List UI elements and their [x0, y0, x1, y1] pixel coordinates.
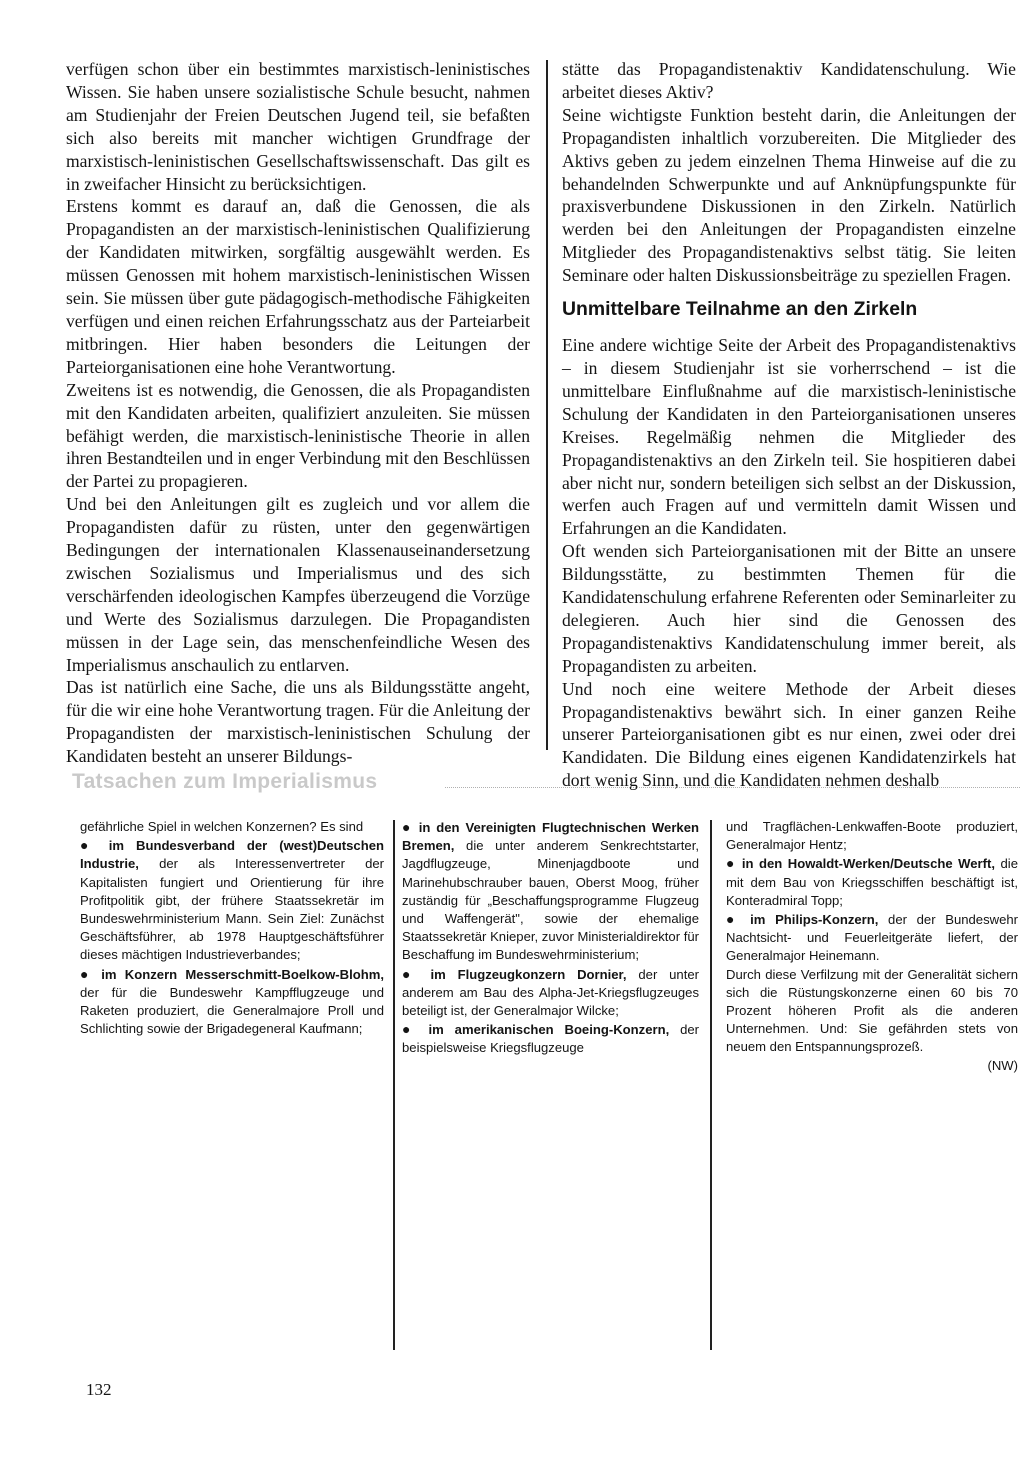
section-heading: Unmittelbare Teilnahme an den Zirkeln [562, 298, 918, 321]
bullet-bold: im Konzern Messerschmitt-Boelkow-Blohm, [101, 966, 385, 982]
box-column-divider [710, 820, 712, 1350]
bullet-text: der für die Bundeswehr Kampfflugzeuge und Raketen produziert, die Generalmajore Proll und Schlichting sowie der Brigadegeneral Kaufmann; [80, 984, 384, 1037]
paragraph: Das ist natürlich eine Sache, die uns als Bildungsstätte angeht, für die wir eine hohe Verantwortung tragen. Für die Anleitung der Propagandisten der marxistisch-leninistischen Schulung der Kandidaten besteht an unserer Bildungs- [66, 677, 530, 767]
box-column-3 [726, 818, 1018, 1075]
box-bullet-item [80, 965, 384, 1039]
box-bullet-item [80, 836, 384, 964]
paragraph: Zweitens ist es notwendig, die Genossen, die als Propagandisten mit den Kandidaten arbeiten, qualifiziert anzuleiten. Sie müssen befähigt werden, die marxistisch-leninistische Theorie in allen ihren Bestandteilen und in enger Verbindung mit den Beschlüssen der Partei zu propagieren. [66, 379, 530, 492]
article-column-right [562, 58, 1016, 792]
page-number: 132 [86, 1380, 112, 1399]
bullet-bold: in den Howaldt-Werken/Deutsche Werft, [741, 856, 996, 872]
bullet-icon: ● [80, 965, 94, 982]
paragraph: Oft wenden sich Parteiorganisationen mit der Bitte an unsere Bildungsstätte, zu bestimmten Themen für die Kandidatenschulung erfahrene Referenten oder Seminarleiter zu delegieren. Auch hier sind die Genossen des Propagandistenaktivs Kandidatenschulung immer bereit, als Propagandisten zu arbeiten. [562, 541, 1016, 676]
bullet-bold: in den Vereinigten Flugtechnischen Werken Bremen, [402, 820, 699, 854]
bullet-icon: ● [402, 819, 413, 835]
bullet-icon: ● [80, 837, 97, 854]
box-column-1 [80, 818, 384, 1038]
bullet-icon: ● [402, 965, 419, 982]
box-column-2 [402, 818, 699, 1058]
bullet-icon: ● [402, 1021, 418, 1038]
box-bullet-item [402, 818, 699, 965]
bullet-bold: im amerikanischen Boeing-Konzern, [428, 1022, 670, 1038]
bullet-text: der als Interessenvertreter der Kapitalisten fungiert und Orientierung für ihre Profitpolitik gibt, der frühere Staatssekretär im Bundeswehrministerium Mann. Sein Ziel: Zunächst Geschäftsführer, ab 1978 Hauptgeschäftsführer dieses mächtigen Industrieverbandes; [80, 856, 384, 963]
box-closing: Durch diese Verfilzung mit der Generalität sichern sich die Rüstungskonzerne einen 60 bis 70 Prozent höheren Profit als die anderen Unternehmen. Und: Sie gefährden stets von neuem den Entspannungsprozeß. [726, 966, 1018, 1055]
paragraph: Eine andere wichtige Seite der Arbeit des Propagandistenaktivs – in diesem Studienjahr ist sie vorherrschend – ist die unmittelbare Einflußnahme auf die marxistisch-leninistische Schulung der Kandidaten in den Parteiorganisationen unseres Kreises. Regelmäßig nehmen die Mitglieder des Propagandistenaktivs an den Zirkeln teil. Sie hospitieren dabei aber nicht nur, sondern beteiligen sich selbst an der Diskussion, werfen auch Fragen auf und vermitteln damit Wissen und Erfahrungen an die Kandidaten. [562, 335, 1016, 539]
box-column-divider [393, 820, 395, 1350]
box-continuation: und Tragflächen-Lenkwaffen-Boote produziert, Generalmajor Hentz; [726, 819, 1018, 853]
column-divider [546, 60, 548, 750]
paragraph: Und noch eine weitere Methode der Arbeit dieses Propagandistenaktivs bewährt sich. In einer ganzen Reihe unserer Parteiorganisationen gibt es nur einen, zwei oder drei Kandidaten. Die Bildung eines eigenen Kandidatenzirkels hat dort wenig Sinn, und die Kandidaten nehmen deshalb [562, 678, 1016, 791]
bullet-icon: ● [726, 911, 741, 928]
paragraph: Seine wichtigste Funktion besteht darin, die Anleitungen der Propagandisten inhaltlich vorzubereiten. Die Mitglieder des Aktivs geben zu jedem einzelnen Thema Hinweise auf die zu behandelnden Schwerpunkte und auf Anknüpfungspunkte für praxisverbundene Diskussionen in den Zirkeln. Natürlich werden bei den Anleitungen der Propagandisten einzelne Mitglieder des Propagandistenaktivs selbst tätig. Sie leiten Seminare oder halten Diskussionsbeiträge zu speziellen Fragen. [562, 104, 1016, 286]
bullet-bold: im Bundesverband der (west)Deutschen Industrie, [80, 838, 384, 872]
bullet-text: der unter anderem am Bau des Alpha-Jet-Kriegsflugzeuges beteiligt ist, der Generalmajor Wilcke; [402, 966, 699, 1019]
box-intro: gefährliche Spiel in welchen Konzernen? Es sind [80, 819, 364, 834]
paragraph: Erstens kommt es darauf an, daß die Genossen, die als Propagandisten an der marxistisch-leninistischen Qualifizierung der Kandidaten mitwirken, sorgfältig ausgewählt werden. Es müssen Genossen mit hohem marxistisch-leninistischen Wissen sein. Sie müssen über gute pädagogisch-methodische Fähigkeiten verfügen und einen reichen Erfahrungsschatz aus der Parteiarbeit mitbringen. Hier haben besonders die Leitungen der Parteiorganisationen eine hohe Verantwortung. [66, 196, 530, 377]
box-title: Tatsachen zum Imperialismus [72, 770, 378, 793]
bullet-text: die unter anderem Senkrechtstarter, Jagdflugzeuge, Minenjagdboote und Marinehubschrauber bauen, Oberst Moog, früher zuständig für „Beschaffungsprogramme Flugzeug und Waffengerät", sowie der ehemalige Staatssekretär Knieper, zuvor Ministerialdirektor für Beschaffung im Bundeswehrministerium; [402, 838, 699, 963]
bullet-text: der beispielsweise Kriegsflugzeuge [402, 1022, 700, 1056]
bullet-text: der der Bundeswehr Nachtsicht- und Feuerleitgeräte liefert, der Generalmajor Heinemann. [726, 912, 1018, 964]
box-bullet-item [726, 910, 1018, 966]
bullet-icon: ● [726, 855, 737, 872]
box-title-rule [445, 787, 1020, 788]
box-bullet-item [402, 1020, 699, 1057]
paragraph: stätte das Propagandistenaktiv Kandidatenschulung. Wie arbeitet dieses Aktiv? [562, 59, 1016, 102]
bullet-bold: im Philips-Konzern, [750, 912, 879, 928]
paragraph: verfügen schon über ein bestimmtes marxistisch-leninistisches Wissen. Sie haben unsere sozialistische Schule besucht, nahmen am Studienjahr der Freien Deutschen Jugend teil, sie befaßten sich also bereits mit mancher wichtigen Grundfrage der marxistisch-leninistischen Gesellschaftswissenschaft. Das gilt es in zweifacher Hinsicht zu berücksichtigen. [66, 59, 530, 194]
article-column-left [66, 58, 530, 768]
bullet-text: die mit dem Bau von Kriegsschiffen beschäftigt ist, Konteradmiral Topp; [726, 856, 1018, 908]
bullet-bold: im Flugzeugkonzern Dornier, [430, 966, 627, 982]
paragraph: Und bei den Anleitungen gilt es zugleich und vor allem die Propagandisten dafür zu rüsten, unter den gegenwärtigen Bedingungen der internationalen Klassenauseinandersetzung zwischen Sozialismus und Imperialismus und des sich verschärfenden ideologischen Kampfes überzeugend die Vorzüge und Werte des Sozialismus darzulegen. Die Propagandisten müssen in der Lage sein, das menschenfeindliche Wesen des Imperialismus anschaulich zu entlarven. [66, 494, 530, 675]
box-bullet-item [726, 854, 1018, 910]
box-bullet-item [402, 965, 699, 1021]
source-tag: (NW) [987, 1057, 1018, 1073]
